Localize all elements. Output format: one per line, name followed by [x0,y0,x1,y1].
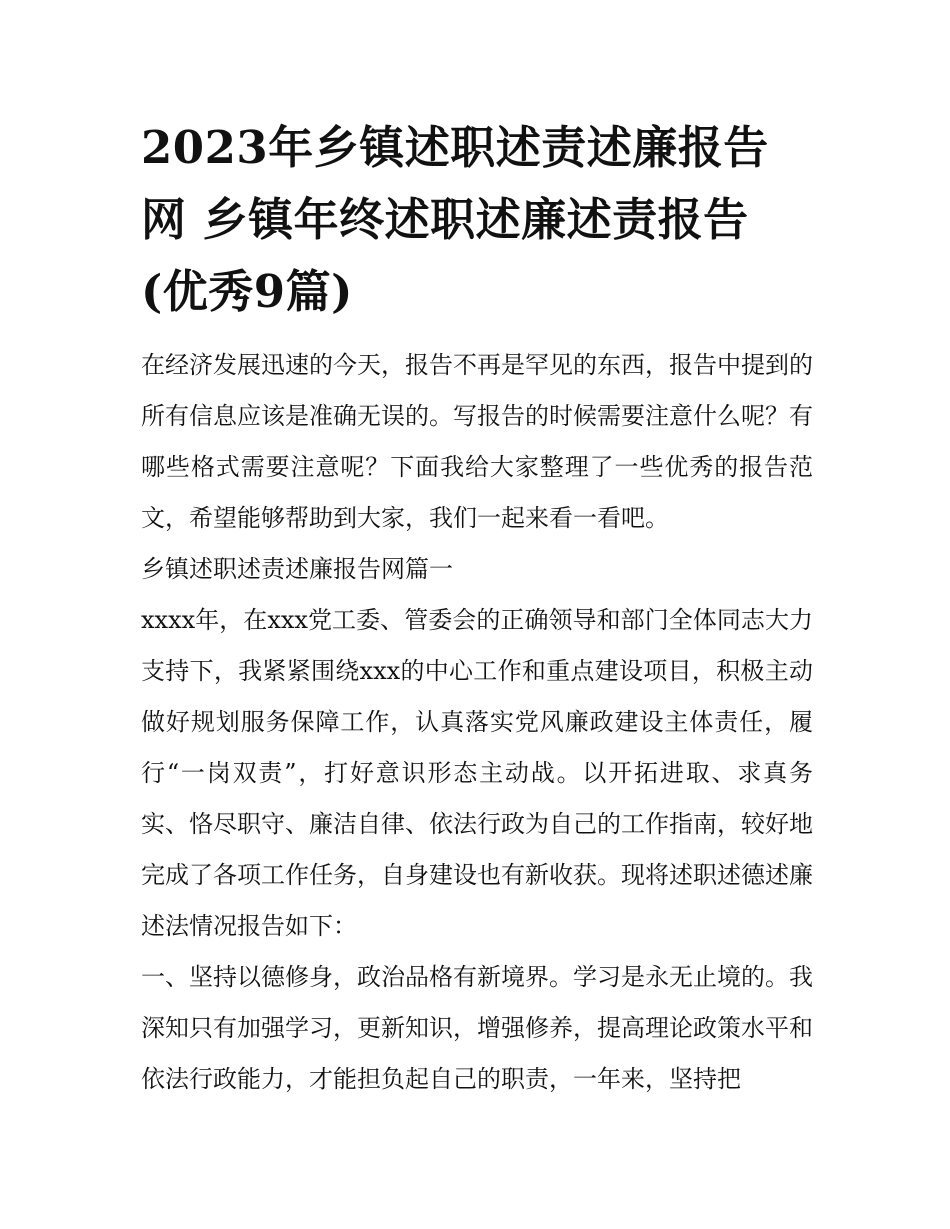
document-title: 2023年乡镇述职述责述廉报告网 乡镇年终述职述廉述责报告(优秀9篇) [141,121,769,318]
body-paragraph: xxxx年，在xxx党工委、管委会的正确领导和部门全体同志大力支持下，我紧紧围绕xxx的中心工作和重点建设项目，积极主动做好规划服务保障工作，认真落实党风廉政建设主体责任，履行“一岗双责”，打好意识形态主动战。以开拓进取、求真务实、恪尽职守、廉洁自律、依法行政为自己的工作指南，较好地完成了各项工作任务，自身建设也有新收获。现将述职述德述廉述法情况报告如下： [141,606,813,940]
intro-paragraph: 在经济发展迅速的今天，报告不再是罕见的东西，报告中提到的所有信息应该是准确无误的。写报告的时候需要注意什么呢？有哪些格式需要注意呢？下面我给大家整理了一些优秀的报告范文，希望能够帮助到大家，我们一起来看一看吧。 [141,351,813,532]
section-heading: 乡镇述职述责述廉报告网篇一 [141,555,453,583]
document-body [141,340,813,1105]
document-content [141,112,813,1105]
body-paragraph: 一、坚持以德修身，政治品格有新境界。学习是永无止境的。我深知只有加强学习，更新知识，增强修养，提高理论政策水平和依法行政能力，才能担负起自己的职责，一年来，坚持把 [141,963,813,1093]
